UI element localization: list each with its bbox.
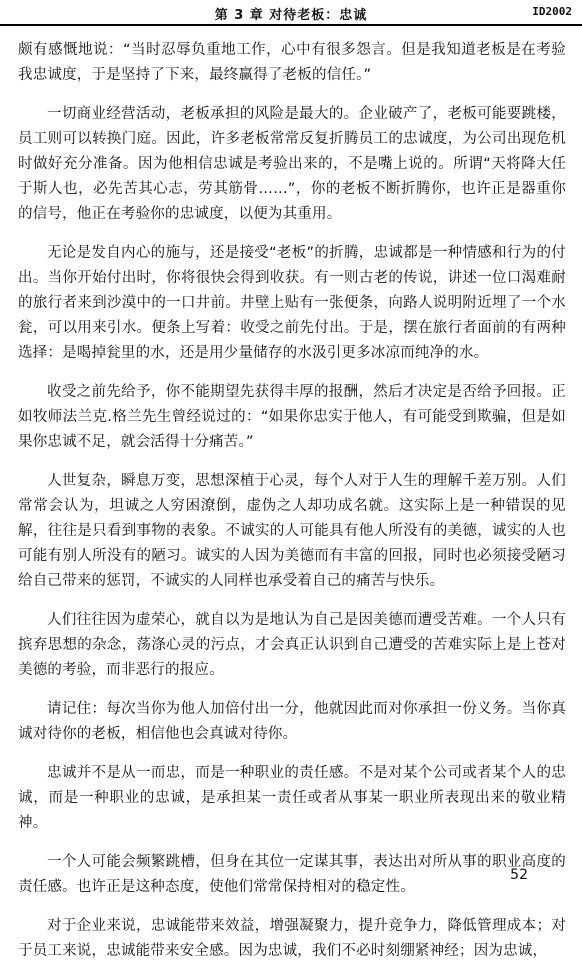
paragraph: 忠诚并不是从一而忠，而是一种职业的责任感。不是对某个公司或者某个人的忠诚，而是一种职业的忠诚，是承担某一责任或者从事某一职业所表现出来的敬业精神。 <box>18 765 566 831</box>
page-number: 52 <box>510 867 528 883</box>
paragraph: 人世复杂，瞬息万变，思想深植于心灵，每个人对于人生的理解千差万别。人们常常会认为，坦诚之人穷困潦倒，虚伪之人却功成名就。这实际上是一种错误的见解，往往是只看到事物的表象。不诚实的人可能具有他人所没有的美德，诚实的人也可能有别人所没有的陋习。诚实的人因为美德而有丰富的回报，同时也必须接受陋习给自己带来的惩罚，不诚实的人同样也承受着自己的痛苦与快乐。 <box>18 473 566 589</box>
paragraph: 对于企业来说，忠诚能带来效益，增强凝聚力，提升竞争力，降低管理成本；对于员工来说，忠诚能带来安全感。因为忠诚，我们不必时刻绷紧神经；因为忠诚， <box>18 918 566 959</box>
page-body <box>18 38 566 978</box>
paragraph: 请记住：每次当你为他人加倍付出一分，他就因此而对你承担一份义务。当你真诚对待你的老板，相信他也会真诚对待你。 <box>18 701 566 742</box>
paragraph: 无论是发自内心的施与，还是接受“老板”的折腾，忠诚都是一种情感和行为的付出。当你开始付出时，你将很快会得到收获。有一则古老的传说，讲述一位口渴难耐的旅行者来到沙漠中的一口井前。井壁上贴有一张便条，向路人说明附近埋了一个水瓮，可以用来引水。便条上写着：收受之前先付出。于是，摆在旅行者面前的有两种选择：是喝掉瓮里的水，还是用少量储存的水汲引更多冰凉而纯净的水。 <box>18 245 566 361</box>
chapter-title: 第 3 章 对待老板：忠诚 <box>214 8 368 23</box>
paragraph: 一个人可能会频繁跳槽，但身在其位一定谋其事，表达出对所从事的职业高度的责任感。也许正是这种态度，使他们常常保持相对的稳定性。 <box>18 854 566 895</box>
paragraph: 一切商业经营活动，老板承担的风险是最大的。企业破产了，老板可能要跳楼，员工则可以转换门庭。因此，许多老板常常反复折腾员工的忠诚度，为公司出现危机时做好充分准备。因为他相信忠诚是考验出来的，不是嘴上说的。所谓“天将降大任于斯人也，必先苦其心志，劳其筋骨……”，你的老板不断折腾你，也许正是器重你的信号，他正在考验你的忠诚度，以便为其重用。 <box>18 106 566 222</box>
page-header <box>0 0 582 26</box>
paragraph: 人们往往因为虚荣心，就自以为是地认为自己是因美德而遭受苦难。一个人只有摈弃思想的杂念，荡涤心灵的污点，才会真正认识到自己遭受的苦难实际上是上苍对美德的考验，而非恶行的报应。 <box>18 612 566 678</box>
paragraph-continued: 颇有感慨地说：“当时忍辱负重地工作，心中有很多怨言。但是我知道老板是在考验我忠诚度，于是坚持了下来，最终赢得了老板的信任。” <box>18 42 566 83</box>
document-code: ID2002 <box>532 5 572 18</box>
paragraph: 收受之前先给予，你不能期望先获得丰厚的报酬，然后才决定是否给予回报。正如牧师法兰克.格兰先生曾经说过的：“如果你忠实于他人，有可能受到欺骗，但是如果你忠诚不足，就会活得十分痛苦。” <box>18 384 566 450</box>
